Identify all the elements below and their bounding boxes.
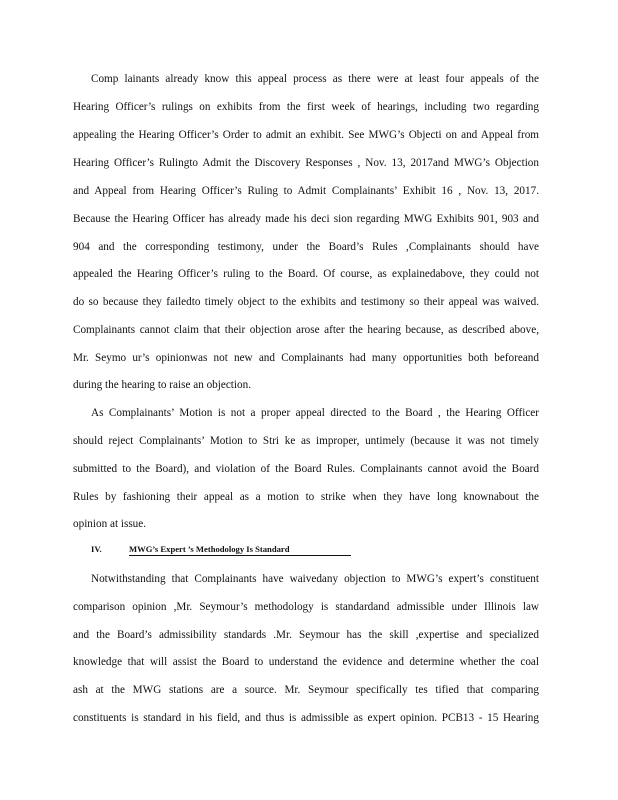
paragraph-1-line: appealing the Hearing Officer’s Order to admit an exhibit. See MWG’s Objecti on and Appeal from bbox=[73, 129, 539, 141]
section-heading bbox=[91, 544, 351, 560]
section-number: IV. bbox=[91, 544, 102, 554]
paragraph-1-line: Comp lainants already know this appeal process as there were at least four appeals of the bbox=[91, 73, 539, 85]
paragraph-1-line: do so because they failedto timely object to the exhibits and testimony so their appeal was waived. bbox=[73, 296, 539, 308]
paragraph-1-line: during the hearing to raise an objection. bbox=[73, 379, 252, 391]
paragraph-3-line: ash at the MWG stations are a source. Mr. Seymour specifically tes tified that comparing bbox=[73, 684, 539, 696]
paragraph-1-line: appealed the Hearing Officer’s ruling to the Board. Of course, as explainedabove, they could not bbox=[73, 268, 539, 280]
paragraph-2-line: opinion at issue. bbox=[73, 518, 147, 530]
paragraph-3-line: comparison opinion ,Mr. Seymour’s methodology is standardand admissible under Illinois law bbox=[73, 601, 539, 613]
paragraph-1-line: Complainants cannot claim that their objection arose after the hearing because, as described above, bbox=[73, 324, 539, 336]
paragraph-1-line: 904 and the corresponding testimony, under the Board’s Rules ,Complainants should have bbox=[73, 241, 539, 253]
paragraph-3-line: knowledge that will assist the Board to understand the evidence and determine whether the coal bbox=[73, 656, 539, 668]
paragraph-1-line: Hearing Officer’s Rulingto Admit the Discovery Responses , Nov. 13, 2017and MWG’s Objection bbox=[73, 157, 539, 169]
paragraph-1-line: and Appeal from Hearing Officer’s Ruling to Admit Complainants’ Exhibit 16 , Nov. 13, 2017. bbox=[73, 185, 539, 197]
paragraph-3-line: Notwithstanding that Complainants have waivedany objection to MWG’s expert’s constituent bbox=[91, 573, 539, 585]
paragraph-2-line: submitted to the Board), and violation of the Board Rules. Complainants cannot avoid the Board bbox=[73, 463, 539, 475]
paragraph-2-line: As Complainants’ Motion is not a proper appeal directed to the Board , the Hearing Officer bbox=[91, 407, 539, 419]
paragraph-1-line: Because the Hearing Officer has already made his deci sion regarding MWG Exhibits 901, 903 and bbox=[73, 213, 539, 225]
paragraph-2-line: Rules by fashioning their appeal as a motion to strike when they have long knownabout the bbox=[73, 491, 539, 503]
section-title: MWG’s Expert ’s Methodology Is Standard bbox=[129, 544, 351, 556]
paragraph-1-line: Hearing Officer’s rulings on exhibits from the first week of hearings, including two regarding bbox=[73, 101, 539, 113]
paragraph-1-line: Mr. Seymo ur’s opinionwas not new and Complainants had many opportunities both beforeand bbox=[73, 352, 539, 364]
paragraph-2-line: should reject Complainants’ Motion to Stri ke as improper, untimely (because it was not timely bbox=[73, 435, 539, 447]
paragraph-3-line: constituents is standard in his field, and thus is admissible as expert opinion. PCB13 - 15 Hearing bbox=[73, 712, 539, 724]
paragraph-3-line: and the Board’s admissibility standards .Mr. Seymour has the skill ,expertise and specialized bbox=[73, 629, 539, 641]
